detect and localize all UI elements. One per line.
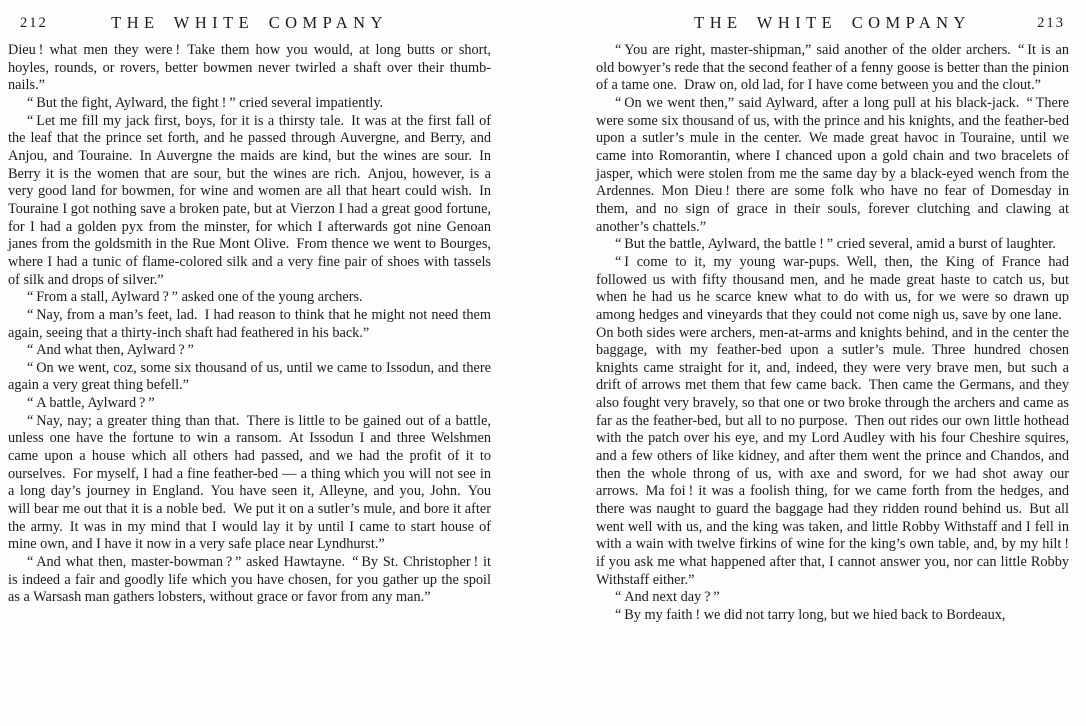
page-header-right (596, 13, 1069, 34)
running-title-left: THE WHITE COMPANY (111, 13, 388, 32)
paragraph: “ And what then, master-bowman ? ” asked Hawtayne. “ By St. Christopher ! it is indeed a fair and goodly life which you have chosen, for you gather up the spoil as a Warsash man gathers lobsters, without grace or favor from any man.” (8, 554, 491, 606)
paragraph: “ But the fight, Aylward, the fight ! ” cried several impatiently. (27, 94, 384, 111)
page-body-left (8, 42, 491, 607)
running-title-right: THE WHITE COMPANY (694, 13, 971, 32)
paragraph: “ Let me fill my jack first, boys, for it is a thirsty tale. It was at the first fall of the leaf that the prince set forth, and he passed through Auvergne, and Berry, and Anjou, and Touraine. In Auvergne the maids are kind, but the wines are sour. In Berry it is the women that are sour, but the wines are rich. Anjou, however, is a very good land for bowmen, for wine and women are all that heart could wish. In Touraine I got nothing save a broken pate, but at Vierzon I had a great good fortune, for I had a golden pyx from the minster, for which I afterwards got nine Genoan janes from the goldsmith in the Rue Mont Olive. From thence we went to Bourges, where I had a tunic of flame-colored silk and a very fine pair of shoes with tassels of silk and drops of silver.” (8, 112, 491, 288)
page-left (8, 13, 491, 607)
paragraph: “ From a stall, Aylward ? ” asked one of the young archers. (27, 289, 363, 306)
paragraph: “ Nay, nay; a greater thing than that. There is little to be gained out of a battle, unless one have the fortune to win a ransom. At Issodun I and three Welshmen came upon a house which all others had passed, and we had the profit of it to ourselves. For myself, I had a fine feather-bed — a thing which you will not see in a long day’s journey in England. You have seen it, Alleyne, and you, John. You will bear me out that it is a noble bed. We put it on a sutler’s mule, and bore it after the army. It was in my mind that I would lay it by until I came to start house of mine own, and I have it now in a very safe place near Lyndhurst.” (8, 412, 491, 553)
paragraph: “ Nay, from a man’s feet, lad. I had reason to think that he might not need them again, seeing that a thirty-inch shaft had feathered in his back.” (8, 306, 491, 341)
page-number-right: 213 (1037, 15, 1065, 31)
paragraph: “ You are right, master-shipman,” said another of the older archers. “ It is an old bowyer’s rede that the second feather of a fenny goose is better than the pinion of a tame one. Draw on, old lad, for I have come between you and the clout.” (596, 42, 1069, 94)
paragraph: “ But the battle, Aylward, the battle ! ” cried several, amid a burst of laughter. (615, 236, 1056, 253)
page-body-right (596, 42, 1069, 625)
paragraph: “ On we went then,” said Aylward, after a long pull at his black-jack. “ There were some six thousand of us, with the prince and his knights, and the feather-bed upon a sutler’s mule in the center. We made great havoc in Touraine, until we came into Romorantin, where I chanced upon a gold chain and two bracelets of jasper, which were stolen from me the same day by a black-eyed wench from the Ardennes. Mon Dieu ! there are some folk who have no fear of Domesday in them, and no sign of grace in their souls, forever clutching and clawing at another’s chattels.” (596, 94, 1069, 235)
page-header-left (8, 13, 491, 34)
page-number-left: 212 (20, 15, 48, 31)
paragraph: “ On we went, coz, some six thousand of us, until we came to Issodun, and there again a very great thing befell.” (8, 359, 491, 394)
paragraph: “ By my faith ! we did not tarry long, but we hied back to Bordeaux, (615, 607, 1006, 623)
paragraph: Dieu ! what men they were ! Take them how you would, at long butts or short, hoyles, rounds, or rovers, better bowmen never twirled a shaft over their thumb-nails.” (8, 42, 491, 94)
paragraph: “ And next day ? ” (615, 589, 720, 606)
paragraph: “ And what then, Aylward ? ” (27, 342, 194, 359)
page-right (596, 13, 1069, 625)
paragraph: “ A battle, Aylward ? ” (27, 395, 155, 412)
paragraph: “ I come to it, my young war-pups. Well, then, the King of France had followed us with fifty thousand men, and he made great haste to catch us, but when he had us he scarce knew what to do with us, for we were so drawn up among hedges and vineyards that they could not come nigh us, save by one lane. On both sides were archers, men-at-arms and knights behind, and in the center the baggage, with my feather-bed upon a sutler’s mule. Three hundred chosen knights came straight for it, and, indeed, they were very brave men, but such a drift of arrows met them that few came back. Then came the Germans, and they also fought very bravely, so that one or two broke through the archers and came as far as the feather-bed, but all to no purpose. Then out rides our own little hothead with the patch over his eye, and my Lord Audley with his four Cheshire squires, and a few others of like kidney, and after them went the prince and Chandos, and then the whole throng of us, with axe and sword, for we had shot away our arrows. Ma foi ! it was a foolish thing, for we came forth from the hedges, and there was naught to guard the baggage had they ridden round behind us. But all went well with us, and the king was taken, and little Robby Withstaff and I fell in with a wain with twelve firkins of wine for the king’s own table, and, by my hilt ! if you ask me what happened after that, I cannot answer you, nor can little Robby Withstaff either.” (596, 253, 1069, 588)
